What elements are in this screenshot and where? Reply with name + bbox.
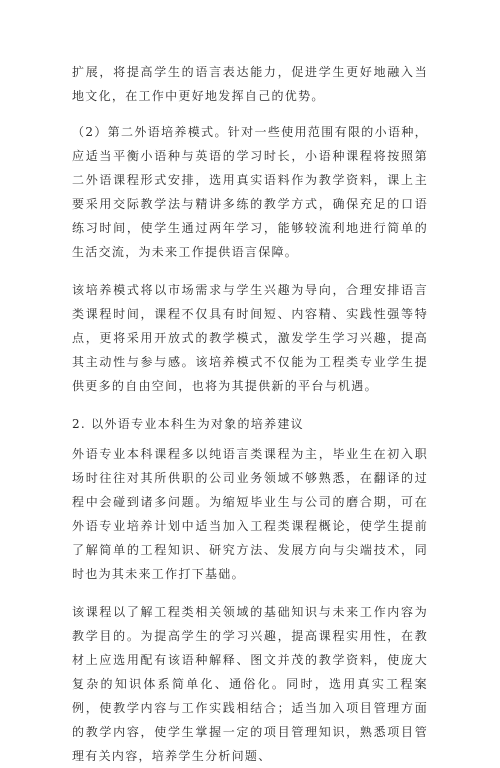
paragraph-second-language-model: （2）第二外语培养模式。针对一些使用范围有限的小语种，应适当平衡小语种与英语的学习时长，小语种课程将按照第二外语课程形式安排，选用真实语料作为教学资料，课上主要采用交际教学法与精讲多练的教学方式，确保充足的口语练习时间，使学生通过两年学习，能够较流利地进行简单的生活交流，为未来工作提供语言保障。 bbox=[72, 125, 428, 259]
paragraph-continuation: 扩展，将提高学生的语言表达能力，促进学生更好地融入当地文化，在工作中更好地发挥自己的优势。 bbox=[72, 65, 428, 103]
paragraph-model-orientation: 该培养模式将以市场需求与学生兴趣为导向，合理安排语言类课程时间，课程不仅具有时间短、内容精、实践性强等特点，更将采用开放式的教学模式，激发学生学习兴趣，提高其主动性与参与感。该培养模式不仅能为工程类专业学生提供更多的自由空间，也将为其提供新的平台与机遇。 bbox=[72, 283, 428, 393]
paragraph-foreign-language-majors: 外语专业本科课程多以纯语言类课程为主，毕业生在初入职场时往往对其所供职的公司业务领域不够熟悉，在翻译的过程中会碰到诸多问题。为缩短毕业生与公司的磨合期，可在外语专业培养计划中适当加入工程类课程概论，使学生提前了解简单的工程知识、研究方法、发展方向与尖端技术，同时也为其未来工作打下基础。 bbox=[72, 447, 428, 581]
section-heading: 2. 以外语专业本科生为对象的培养建议 bbox=[72, 417, 304, 431]
paragraph-course-goals: 该课程以了解工程类相关领域的基础知识与未来工作内容为教学目的。为提高学生的学习兴趣，提高课程实用性，在教材上应选用配有该语种解释、图文并茂的教学资料，使庞大复杂的知识体系简单化、通俗化。同时，选用真实工程案例，使教学内容与工作实践相结合；适当加入项目管理方面的教学内容，使学生掌握一定的项目管理知识，熟悉项目管理有关内容，培养学生分析问题、 bbox=[72, 605, 428, 763]
